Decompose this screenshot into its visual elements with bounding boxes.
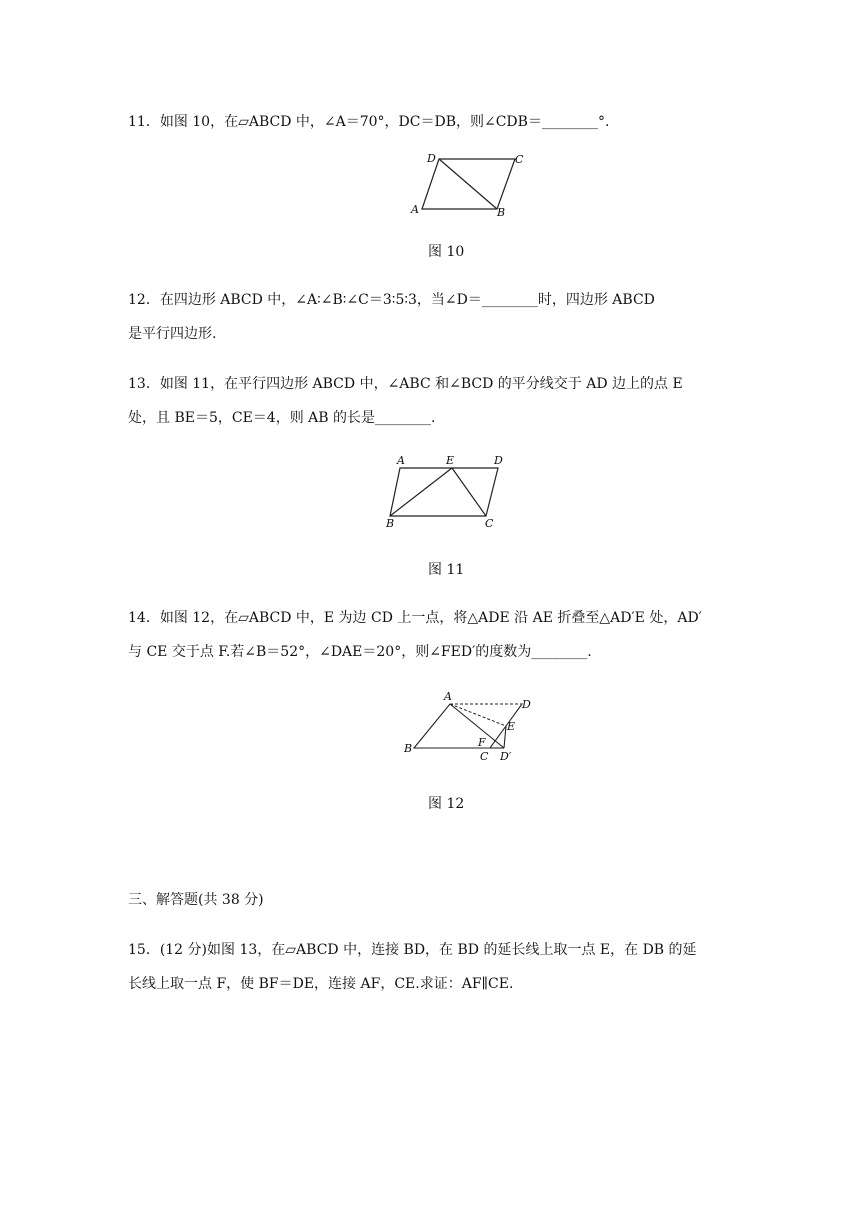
label-b: B xyxy=(497,206,506,219)
q14-text-line2: 与 CE 交于点 F.若∠B＝52°，∠DAE＝20°，则∠FED′的度数为________. xyxy=(128,644,592,660)
diagonal-db xyxy=(439,159,497,209)
segment-be xyxy=(390,468,452,516)
label-e: E xyxy=(446,454,455,467)
label-d: D xyxy=(494,454,503,467)
figure-11-caption: 图 11 xyxy=(428,562,465,578)
label-b: B xyxy=(386,517,395,530)
figure-10-parallelogram xyxy=(405,150,535,222)
q13-text-line2: 处，且 BE＝5，CE＝4，则 AB 的长是________. xyxy=(128,410,436,426)
label-d-prime: D′ xyxy=(500,750,512,763)
label-c: C xyxy=(480,750,489,763)
label-a: A xyxy=(411,203,419,216)
label-c: C xyxy=(485,517,494,530)
q12-text-line2: 是平行四边形. xyxy=(128,326,217,342)
label-f: F xyxy=(478,736,486,749)
segment-ce xyxy=(452,468,486,516)
q13-text-line1: 13．如图 11，在平行四边形 ABCD 中，∠ABC 和∠BCD 的平分线交于 AD 边上的点 E xyxy=(128,376,683,392)
figure-12-caption: 图 12 xyxy=(428,796,465,812)
q15-text-line2: 长线上取一点 F，使 BF＝DE，连接 AF，CE.求证：AF∥CE. xyxy=(128,976,514,992)
figure-11-parallelogram xyxy=(380,452,510,532)
segment-ae-dashed xyxy=(450,704,506,726)
q11-text-line1: 11．如图 10，在▱ABCD 中，∠A＝70°，DC＝DB，则∠CDB＝________°. xyxy=(128,114,610,130)
figure-10-caption: 图 10 xyxy=(428,244,465,260)
figure-12-folded-parallelogram xyxy=(398,688,548,768)
label-b: B xyxy=(404,742,413,755)
label-d: D xyxy=(427,152,436,165)
q12-text-line1: 12．在四边形 ABCD 中，∠A∶∠B∶∠C＝3∶5∶3，当∠D＝________时，四边形 ABCD xyxy=(128,292,655,308)
label-a: A xyxy=(397,454,405,467)
label-e: E xyxy=(507,720,516,733)
q14-text-line1: 14．如图 12，在▱ABCD 中，E 为边 CD 上一点，将△ADE 沿 AE 折叠至△AD′E 处，AD′ xyxy=(128,610,702,626)
label-c: C xyxy=(515,153,524,166)
section-heading: 三、解答题(共 38 分) xyxy=(128,892,264,908)
segment-e-d-prime xyxy=(504,726,506,748)
label-a: A xyxy=(444,690,452,703)
segment-ad-prime xyxy=(450,704,504,748)
label-d: D xyxy=(522,698,531,711)
parallelogram-abcd xyxy=(390,468,498,516)
q15-text-line1: 15．(12 分)如图 13，在▱ABCD 中，连接 BD，在 BD 的延长线上取一点 E，在 DB 的延 xyxy=(128,942,697,958)
